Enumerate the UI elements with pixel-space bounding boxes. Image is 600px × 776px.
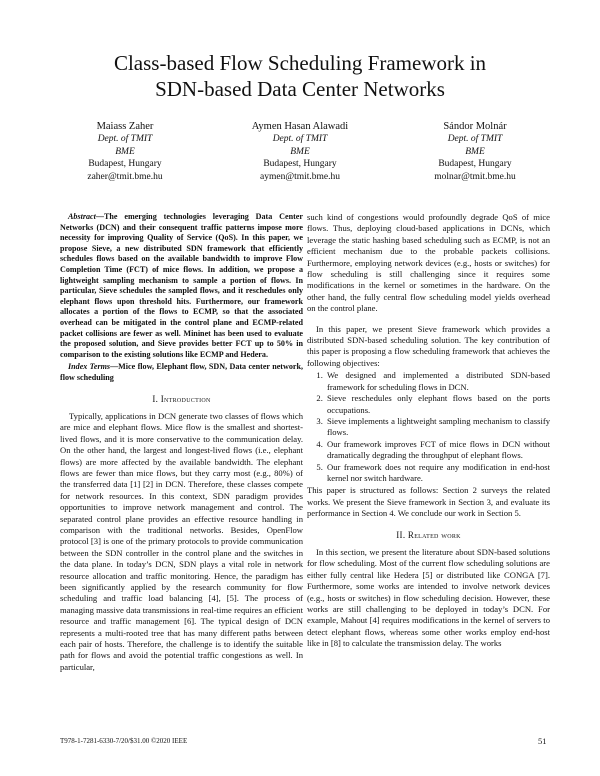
left-column bbox=[60, 212, 303, 673]
author-1 bbox=[40, 120, 210, 183]
index-terms-label: Index Terms bbox=[68, 362, 111, 372]
author-dept: Dept. of TMIT bbox=[272, 134, 328, 144]
author-org: BME bbox=[465, 146, 485, 157]
author-dept: Dept. of TMIT bbox=[97, 134, 153, 144]
abstract-text: —The emerging technologies leveraging Data Center Networks (DCN) and their consequent traffic patterns impose more necessity for improving Quality of Service (QoS). In this paper, we propose Sieve, a new distributed SDN framework that efficiently schedules flows based on the available bandwidth to improve Flow Completion Time (FCT) of mice flows. In addition, we propose a lightweight sampling mechanism to sample a portion of flows. In particular, Sieve schedules the sampled flows, and it reschedules only elephant flows upon threshold hits. Furthermore, our framework allocates a portion of the flows to ECMP, so that the associated overhead can be mitigated in the control plane and ECMP-related packet collisions are fewer as well. Mininet has been used to evaluate the proposed solution, and Sieve provides better FCT up to 50% in comparison to the existing solutions like ECMP and Hedera. bbox=[60, 212, 303, 359]
author-email: aymen@tmit.bme.hu bbox=[260, 171, 340, 182]
author-email: zaher@tmit.bme.hu bbox=[87, 171, 163, 182]
objective-item: 4. Our framework improves FCT of mice flows in DCN without dramatically degrading the throughput of elephant flows. bbox=[325, 439, 550, 462]
index-terms bbox=[60, 362, 303, 383]
author-name: Aymen Hasan Alawadi bbox=[251, 121, 349, 132]
author-dept: Dept. of TMIT bbox=[447, 134, 503, 144]
abstract-label: Abstract bbox=[68, 212, 96, 221]
introduction-continued-paragraph: such kind of congestions would profoundly degrade QoS of mice flows. Thus, deploying cloud-based applications in DCNs, which leverage the static hashing based scheduling such as ECMP, is not an efficient mechanism due to the probable packets collisions. Furthermore, employing network devices (e.g., hosts or switches) for flow scheduling is still challenging since it requires some modifications in the kernel or sometimes in the hardware. On the other hand, the fully central flow scheduling model yields overhead on the control plane. bbox=[307, 212, 550, 314]
objective-item: 3. Sieve implements a lightweight sampling mechanism to classify flows. bbox=[325, 416, 550, 439]
author-org: BME bbox=[290, 146, 310, 157]
contribution-paragraph: In this paper, we present Sieve framework which provides a distributed SDN-based scheduling solution. The key contribution of this paper is proposing a flow scheduling framework that achieves the following objectives: bbox=[307, 323, 550, 368]
author-city: Budapest, Hungary bbox=[88, 159, 162, 169]
title-line-1: Class-based Flow Scheduling Framework in bbox=[113, 51, 487, 75]
objective-item: 2. Sieve reschedules only elephant flows based on the ports occupations. bbox=[325, 393, 550, 416]
title-line-2: SDN-based Data Center Networks bbox=[155, 77, 445, 101]
author-2 bbox=[215, 120, 385, 183]
introduction-paragraph: Typically, applications in DCN generate two classes of flows which are mice and elephant flows. Mice flow is the smallest and shortest-lived flows, and it is more conservative to the communication delay. On the other hand, the largest and longest-lived flows (i.e., elephant flows) are more affected by the available bandwidth. The elephant flows are fewer than mice flows, but they carry most (e.g., 80%) of the transferred data [1] [2] in DCN. Therefore, these classes compete for network resources. In this context, SDN paradigm provides opportunities to improve network management and control. The separated control plane provides an effective resource handling in comparison with the traditional networks. Besides, OpenFlow protocol [3] is one of the primary protocols to provide communication between the SDN controller in the control plane and the switches in the data plane. In today’s DCN, SDN plays a vital role in network resource allocation and traffic monitoring. Hence, the paradigm has been significantly applied by the research community for flow scheduling and traffic load balancing [4], [5]. The process of managing massive data transmissions in real-time requires an efficient resource and traffic management [6]. The typical design of DCN represents a multi-rooted tree that has many different paths between each pair of hosts. Therefore, the challenge is to identify the suitable path for flows and avoid the potential traffic congestions as well. In particular, bbox=[60, 410, 303, 672]
author-city: Budapest, Hungary bbox=[438, 159, 512, 169]
objective-item: 1. We designed and implemented a distributed SDN-based framework for scheduling flows in DCN. bbox=[325, 370, 550, 393]
author-email: molnar@tmit.bme.hu bbox=[434, 171, 516, 182]
paper-title bbox=[40, 50, 560, 102]
related-work-paragraph: In this section, we present the literature about SDN-based solutions for flow scheduling. Most of the current flow scheduling solutions are either fully central like Hedera [5] or distributed like CONGA [7]. Furthermore, some works are intended to involve network devices (e.g., hosts or switches) in flow scheduling decision. However, these works are still challenging to be deployed in today’s DCN. For example, Mahout [4] requires modifications in the kernel of servers to detect elephant flows, whereas some other works employ end-host like in [8] to calculate the transmission delay. The works bbox=[307, 546, 550, 649]
section-heading-introduction: I. Introduction bbox=[152, 393, 211, 404]
copyright-footer: T978-1-7281-6330-7/20/$31.00 ©2020 IEEE bbox=[60, 737, 188, 745]
author-city: Budapest, Hungary bbox=[263, 159, 337, 169]
section-heading-related-work: II. Related work bbox=[396, 529, 461, 540]
author-3 bbox=[390, 120, 560, 183]
author-name: Sándor Molnár bbox=[443, 121, 507, 132]
structure-paragraph: This paper is structured as follows: Section 2 surveys the related works. We present the Sieve framework in Section 3, and evaluate its performance in Section 4. We conclude our work in Section 5. bbox=[307, 485, 550, 519]
index-terms-text: —Mice flow, Elephant flow, SDN, Data center network, flow scheduling bbox=[60, 362, 304, 382]
author-org: BME bbox=[115, 146, 135, 157]
right-column bbox=[307, 212, 550, 650]
page-number: 51 bbox=[538, 736, 547, 746]
abstract bbox=[60, 212, 303, 360]
objective-item: 5. Our framework does not require any modification in end-host kernel nor switch hardware. bbox=[325, 462, 550, 485]
objectives-list bbox=[307, 370, 550, 484]
author-name: Maiass Zaher bbox=[96, 121, 154, 132]
